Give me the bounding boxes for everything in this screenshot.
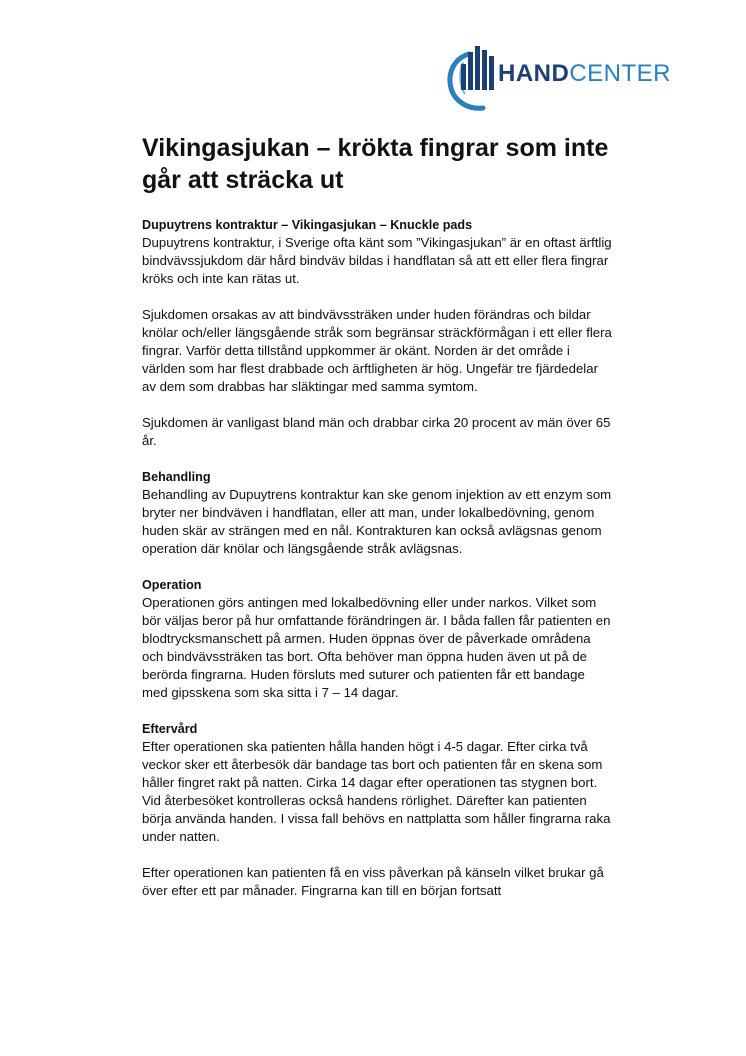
section-eftervard bbox=[142, 720, 612, 900]
handcenter-logo bbox=[441, 42, 701, 114]
section-operation bbox=[142, 576, 612, 702]
paragraph: Efter operationen ska patienten hålla handen högt i 4-5 dagar. Efter cirka två veckor sker ett återbesök där bandage tas bort och patienten får en skena som håller fingret rakt på natten. Cirka 14 dagar efter operationen tas stygnen bort. Vid återbesöket kontrolleras också handens rörlighet. Därefter kan patienten börja använda handen. I vissa fall behövs en nattplatta som håller fingrarna raka under natten. bbox=[142, 739, 611, 844]
paragraph: Dupuytrens kontraktur, i Sverige ofta känt som ”Vikingasjukan” är en oftast ärftlig bindvävssjukdom där hård bindväv bildas i handflatan så att ett eller flera fingrar kröks och inte kan rätas ut. bbox=[142, 235, 612, 286]
logo-word-center: CENTER bbox=[569, 60, 671, 87]
paragraph: Sjukdomen är vanligast bland män och drabbar cirka 20 procent av män över 65 år. bbox=[142, 415, 611, 448]
section-heading-operation: Operation bbox=[142, 578, 202, 592]
section-heading-eftervard: Eftervård bbox=[142, 722, 198, 736]
paragraph: Behandling av Dupuytrens kontraktur kan ske genom injektion av ett enzym som bryter ner bindväven i handflatan, eller att man, under lokalbedövning, genom huden skär av strängen med en nål. Kontrakturen kan också avlägsnas genom operation där knölar och längsgående stråk avlägsnas. bbox=[142, 487, 612, 556]
page-title: Vikingasjukan – krökta fingrar som inte går att sträcka ut bbox=[142, 134, 609, 194]
section-behandling bbox=[142, 468, 612, 558]
paragraph: Sjukdomen orsakas av att bindvävssträken under huden förändras och bildar knölar och/eller längsgående stråk som begränsar sträckförmågan i ett eller flera fingrar. Varför detta tillstånd uppkommer är okänt. Norden är det område i världen som har flest drabbade och ärftligheten är hög. Ungefär tre fjärdedelar av dem som drabbas har släktingar med samma symtom. bbox=[142, 307, 612, 394]
building-hand-swoosh-icon bbox=[441, 42, 501, 114]
section-intro bbox=[142, 216, 612, 450]
paragraph: Efter operationen kan patienten få en viss påverkan på känseln vilket brukar gå över efter ett par månader. Fingrarna kan till en början fortsatt bbox=[142, 865, 604, 898]
paragraph: Operationen görs antingen med lokalbedövning eller under narkos. Vilket som bör väljas beror på hur omfattande förändringen är. I båda fallen får patienten en blodtrycksmanschett på armen. Huden öppnas över de påverkade områdena och bindvävssträken tas bort. Ofta behöver man öppna huden även ut på de berörda fingrarna. Huden försluts med suturer och patienten får ett bandage med gipsskena som ska sitta i 7 – 14 dagar. bbox=[142, 595, 611, 700]
logo-word-hand: HAND bbox=[498, 60, 570, 87]
document-body bbox=[142, 132, 612, 918]
section-heading-intro: Dupuytrens kontraktur – Vikingasjukan – Knuckle pads bbox=[142, 218, 473, 232]
section-heading-behandling: Behandling bbox=[142, 470, 211, 484]
